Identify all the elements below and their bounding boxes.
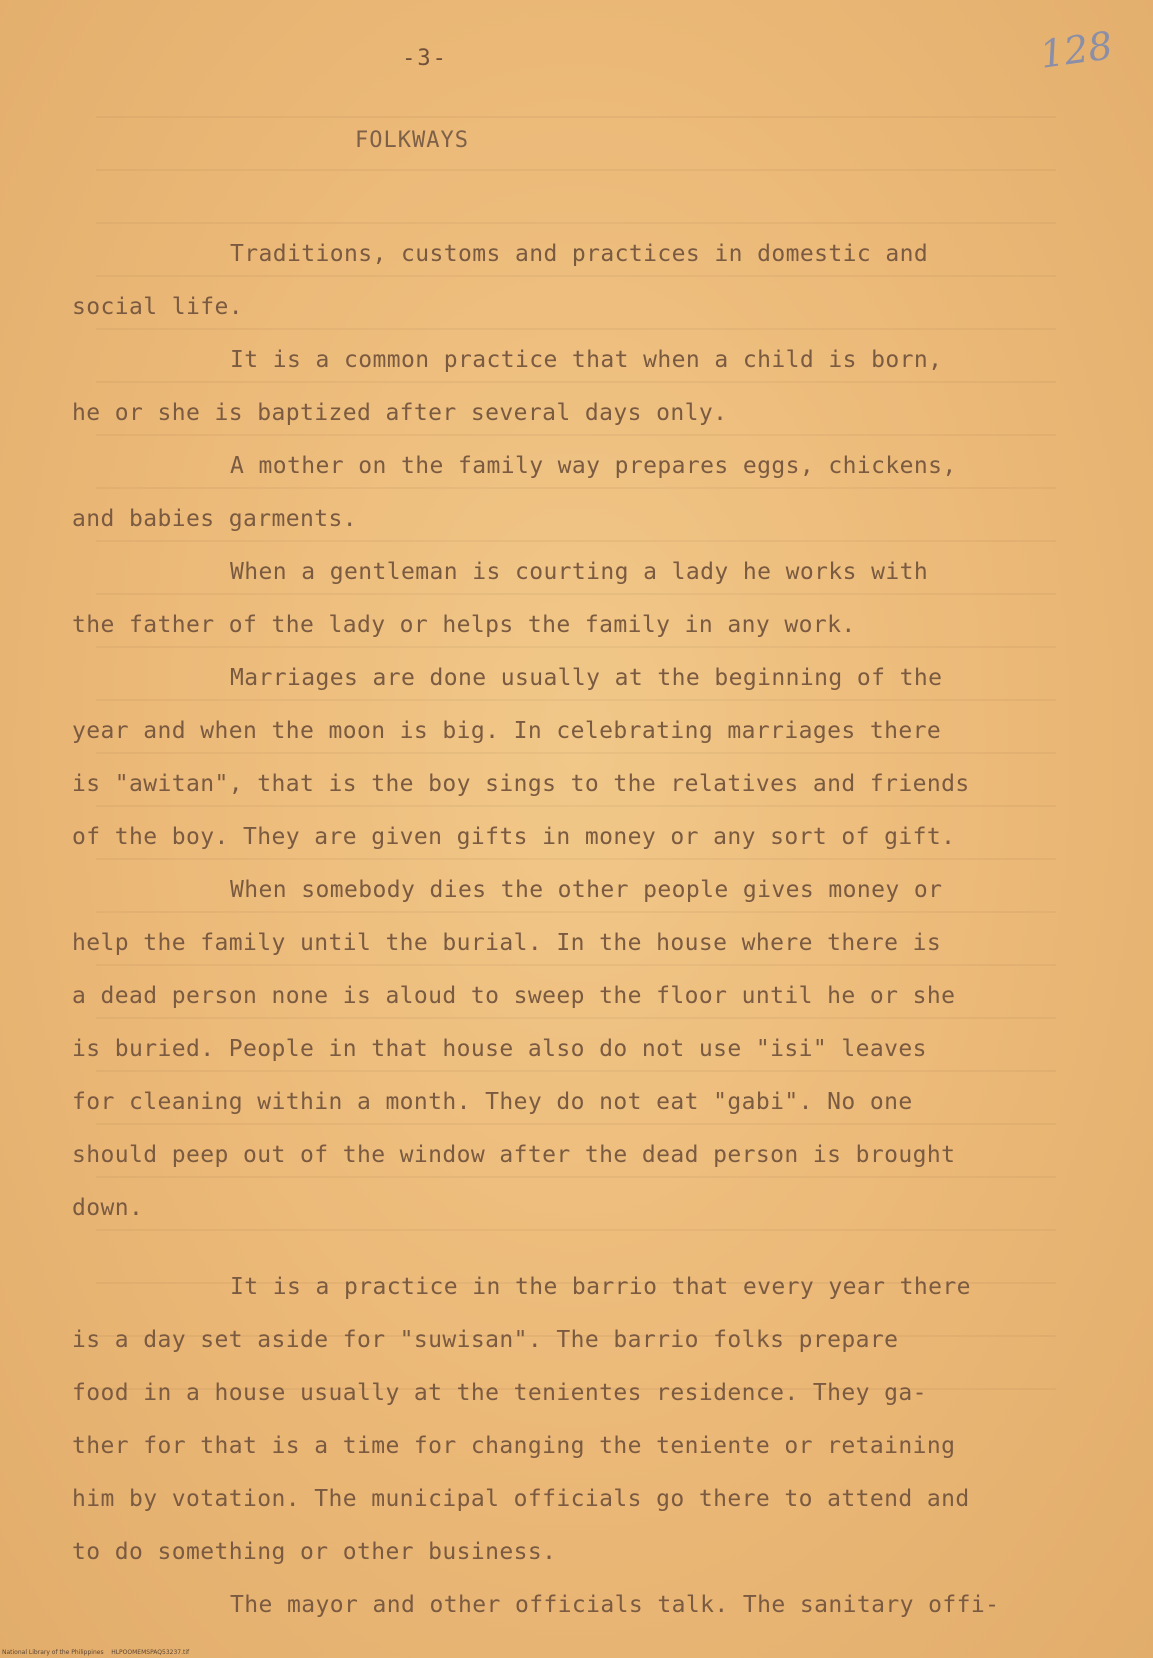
text-line: and babies garments.	[72, 506, 357, 532]
text-line: It is a common practice that when a child is born,	[230, 347, 943, 373]
text-line: should peep out of the window after the dead person is brought	[72, 1142, 956, 1168]
text-line: Marriages are done usually at the beginning of the	[230, 665, 943, 691]
text-line: ther for that is a time for changing the teniente or retaining	[72, 1433, 956, 1459]
text-line: The mayor and other officials talk. The sanitary offi-	[230, 1592, 1000, 1618]
page-number: -3-	[402, 46, 448, 71]
text-line: to do something or other business.	[72, 1539, 557, 1565]
text-line: It is a practice in the barrio that every year there	[230, 1274, 971, 1300]
section-title: FOLKWAYS	[355, 128, 469, 153]
text-line: year and when the moon is big. In celebrating marriages there	[72, 718, 942, 744]
text-line: he or she is baptized after several days only.	[72, 400, 728, 426]
text-line: of the boy. They are given gifts in money or any sort of gift.	[72, 824, 956, 850]
text-line: help the family until the burial. In the house where there is	[72, 930, 942, 956]
text-line: When a gentleman is courting a lady he works with	[230, 559, 929, 585]
text-line: is a day set aside for "suwisan". The barrio folks prepare	[72, 1327, 899, 1353]
body-text	[72, 228, 1082, 1632]
text-line: is buried. People in that house also do not use "isi" leaves	[72, 1036, 927, 1062]
text-line: the father of the lady or helps the family in any work.	[72, 612, 856, 638]
handwritten-page-number: 128	[1037, 23, 1116, 77]
text-line: food in a house usually at the tenientes residence. They ga-	[72, 1380, 927, 1406]
paragraph-gap	[72, 1235, 1082, 1261]
text-line: When somebody dies the other people gives money or	[230, 877, 943, 903]
text-line: Traditions, customs and practices in domestic and	[230, 241, 929, 267]
text-line: for cleaning within a month. They do not eat "gabi". No one	[72, 1089, 913, 1115]
text-line: A mother on the family way prepares eggs, chickens,	[230, 453, 957, 479]
text-line: social life.	[72, 294, 243, 320]
text-line: is "awitan", that is the boy sings to the relatives and friends	[72, 771, 970, 797]
text-line: him by votation. The municipal officials go there to attend and	[72, 1486, 970, 1512]
text-line: a dead person none is aloud to sweep the floor until he or she	[72, 983, 956, 1009]
archive-footer: National Library of the Philippines HLPOOMEMSPAQ53237.tif	[2, 1649, 190, 1656]
text-line: down.	[72, 1195, 144, 1221]
